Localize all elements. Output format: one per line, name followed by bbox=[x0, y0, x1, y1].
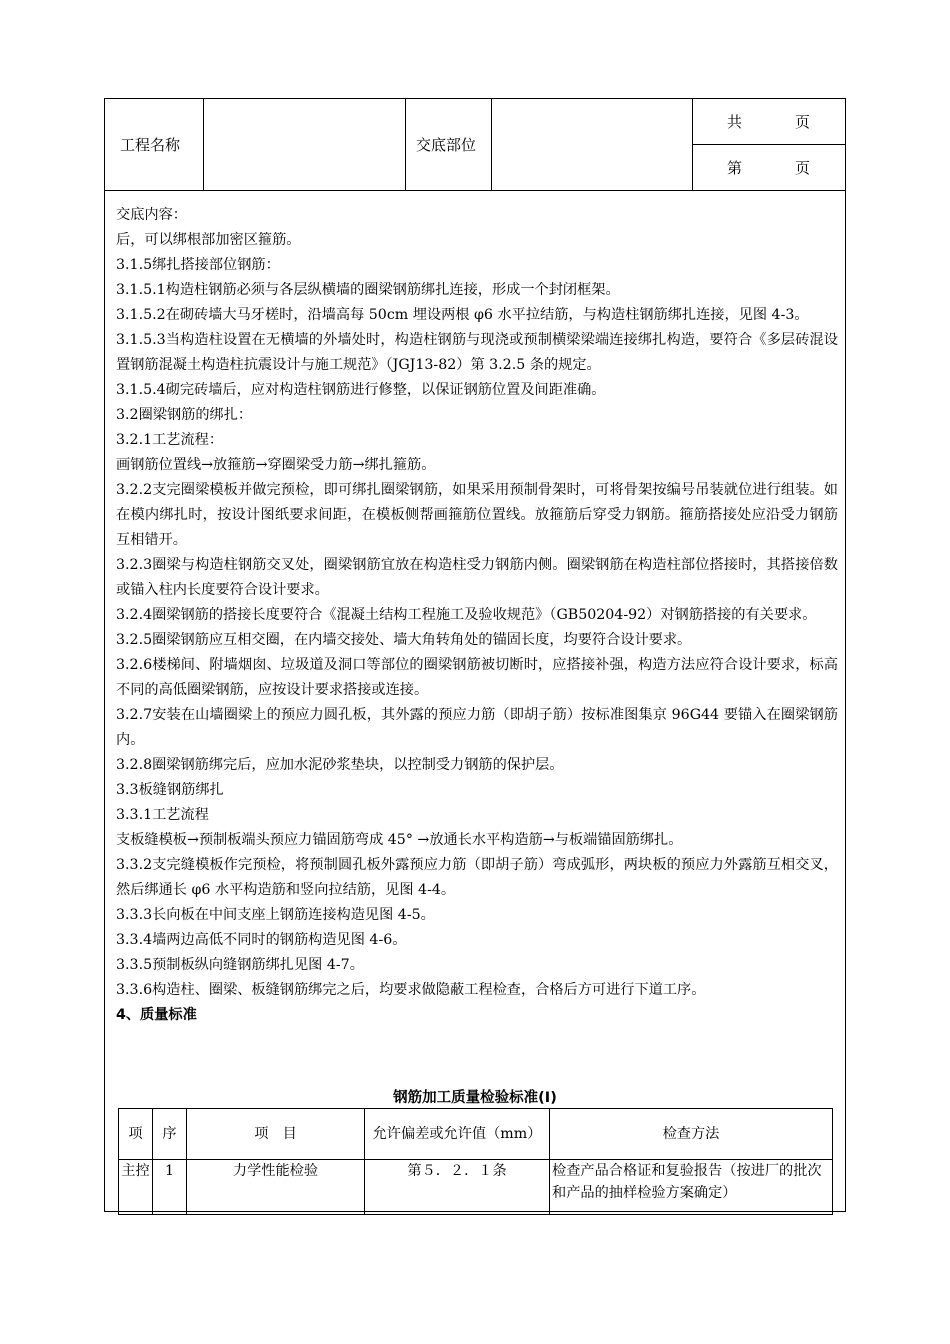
quality-table bbox=[118, 1108, 833, 1215]
quality-table-title: 钢筋加工质量检验标准(Ⅰ) bbox=[393, 1090, 557, 1106]
table-cell: 1 bbox=[153, 1160, 187, 1215]
paragraph: 3.3.2支完缝模板作完预检，将预制圆孔板外露预应力筋（即胡子筋）弯成弧形，两块板的预应力外露筋互相交叉，然后绑通长 φ6 水平构造筋和竖向拉结筋，见图 4-4。 bbox=[116, 857, 838, 898]
paragraph: 3.3.3长向板在中间支座上钢筋连接构造见图 4-5。 bbox=[116, 907, 435, 923]
paragraph: 后，可以绑根部加密区箍筋。 bbox=[116, 232, 301, 248]
header-cell: 项 bbox=[119, 1109, 153, 1160]
paragraph: 3.2.5圈梁钢筋应互相交圈，在内墙交接处、墙大角转角处的锚固长度，均要符合设计要求。 bbox=[116, 632, 692, 648]
handover-part-label: 交底部位 bbox=[416, 136, 477, 154]
header-divider-1 bbox=[203, 98, 204, 190]
paragraph: 3.2.4圈梁钢筋的搭接长度要符合《混凝土结构工程施工及验收规范》（GB50204-92）对钢筋搭接的有关要求。 bbox=[116, 607, 817, 623]
paragraph: 支板缝模板→预制板端头预应力锚固筋弯成 45° →放通长水平构造筋→与板端锚固筋绑扎。 bbox=[116, 832, 683, 848]
paragraph: 3.1.5绑扎搭接部位钢筋： bbox=[116, 257, 280, 273]
paragraph: 3.2.3圈梁与构造柱钢筋交叉处，圈梁钢筋宜放在构造柱受力钢筋内侧。圈梁钢筋在构造柱部位搭接时，其搭接倍数或锚入柱内长度要符合设计要求。 bbox=[116, 557, 838, 598]
page-number-label-b: 页 bbox=[795, 159, 811, 177]
paragraph: 3.3.1工艺流程 bbox=[116, 807, 209, 823]
paragraph: 3.2.2支完圈梁模板并做完预检，即可绑扎圈梁钢筋，如果采用预制骨架时，可将骨架按编号吊装就位进行组装。如在模内绑扎时，按设计图纸要求间距，在模板侧帮画箍筋位置线。放箍筋后穿受力钢筋。箍筋搭接处应沿受力钢筋互相错开。 bbox=[116, 482, 838, 548]
table-cell: 力学性能检验 bbox=[187, 1160, 365, 1215]
paragraph: 3.2.8圈梁钢筋绑完后，应加水泥砂浆垫块，以控制受力钢筋的保护层。 bbox=[116, 757, 564, 773]
paragraph: 3.3.6构造柱、圈梁、板缝钢筋绑完之后，均要求做隐蔽工程检查，合格后方可进行下道工序。 bbox=[116, 982, 706, 998]
paragraph: 3.2.7安装在山墙圈梁上的预应力圆孔板，其外露的预应力筋（即胡子筋）按标准图集京 96G44 要锚入在圈梁钢筋内。 bbox=[116, 707, 838, 748]
header-divider-2 bbox=[405, 98, 406, 190]
table-cell: 主控 bbox=[119, 1160, 153, 1215]
paragraph: 3.3板缝钢筋绑扎 bbox=[116, 782, 224, 798]
table-cell: 第５．２．１条 bbox=[365, 1160, 550, 1215]
project-name-label: 工程名称 bbox=[120, 136, 181, 154]
page-number-label-a: 第 bbox=[727, 159, 743, 177]
paragraph: 3.3.5预制板纵向缝钢筋绑扎见图 4-7。 bbox=[116, 957, 364, 973]
paragraph: 3.2.6楼梯间、附墙烟囱、垃圾道及洞口等部位的圈梁钢筋被切断时，应搭接补强，构造方法应符合设计要求，标高不同的高低圈梁钢筋，应按设计要求搭接或连接。 bbox=[116, 657, 838, 698]
table-row bbox=[119, 1160, 833, 1215]
header-divider-3 bbox=[491, 98, 492, 190]
section-heading: 4、质量标准 bbox=[116, 1007, 197, 1023]
header-page-divider bbox=[692, 144, 846, 145]
paragraph: 3.1.5.4砌完砖墙后，应对构造柱钢筋进行修整，以保证钢筋位置及间距准确。 bbox=[116, 382, 606, 398]
header-bottom-line bbox=[104, 190, 846, 191]
paragraph: 3.1.5.1构造柱钢筋必须与各层纵横墙的圈梁钢筋绑扎连接，形成一个封闭框架。 bbox=[116, 282, 620, 298]
paragraph: 3.2.1工艺流程： bbox=[116, 432, 224, 448]
paragraph: 画钢筋位置线→放箍筋→穿圈梁受力筋→绑扎箍筋。 bbox=[116, 457, 436, 473]
header-cell: 序 bbox=[153, 1109, 187, 1160]
header-cell: 项 目 bbox=[187, 1109, 365, 1160]
total-pages-label-a: 共 bbox=[727, 113, 743, 131]
paragraph: 3.1.5.3当构造柱设置在无横墙的外墙处时，构造柱钢筋与现浇或预制横梁梁端连接绑扎构造，要符合《多层砖混设置钢筋混凝土构造柱抗震设计与施工规范》（JGJ13-82）第 3.2.5 条的规定。 bbox=[116, 332, 838, 373]
paragraph: 3.1.5.2在砌砖墙大马牙槎时，沿墙高每 50cm 埋设两根 φ6 水平拉结筋，与构造柱钢筋绑扎连接，见图 4-3。 bbox=[116, 307, 809, 323]
handover-content bbox=[116, 203, 838, 1028]
paragraph: 3.3.4墙两边高低不同时的钢筋构造见图 4-6。 bbox=[116, 932, 407, 948]
paragraph: 3.2圈梁钢筋的绑扎： bbox=[116, 407, 253, 423]
content-label: 交底内容： bbox=[116, 207, 187, 223]
header-cell: 检查方法 bbox=[550, 1109, 833, 1160]
table-header-row bbox=[119, 1109, 833, 1160]
total-pages-label-b: 页 bbox=[795, 113, 811, 131]
table-cell: 检查产品合格证和复验报告（按进厂的批次和产品的抽样检验方案确定） bbox=[550, 1160, 833, 1215]
header-cell: 允许偏差或允许值（mm） bbox=[365, 1109, 550, 1160]
